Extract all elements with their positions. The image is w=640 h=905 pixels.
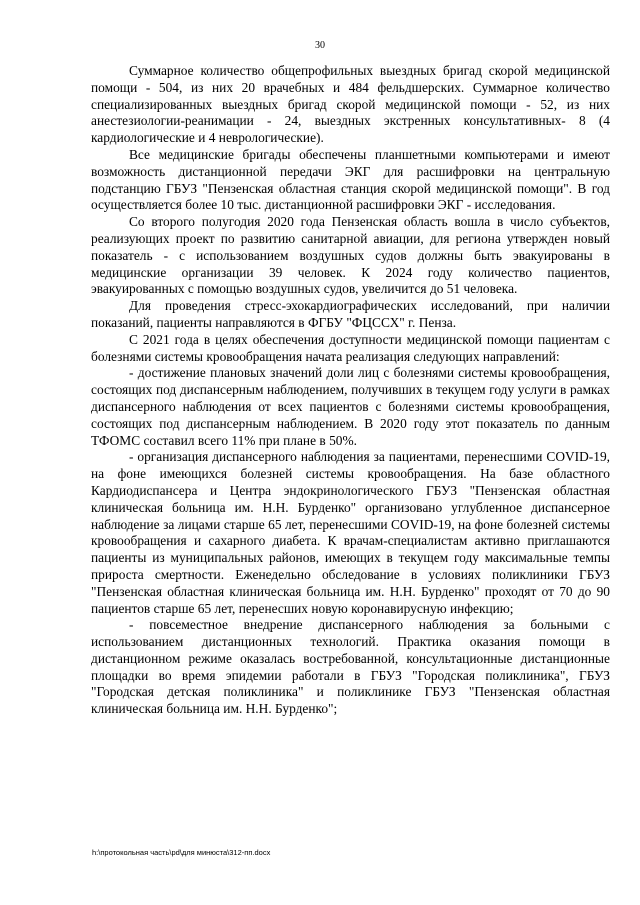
paragraph-stress-echo: Для проведения стресс-эхокардиографических исследований, при наличии показаний, пациенты направляются в ФГБУ "ФЦССХ" г. Пенза. — [91, 298, 610, 330]
paragraph-tablets-ecg: Все медицинские бригады обеспечены планшетными компьютерами и имеют возможность дистанционной передачи ЭКГ для расшифровки на центральную подстанцию ГБУЗ "Пензенская областная станция скорой медицинской помощи". В год осуществляется более 10 тыс. дистанционной расшифровки ЭКГ - исследования. — [91, 146, 610, 213]
paragraph-brigades-count: Суммарное количество общепрофильных выездных бригад скорой медицинской помощи - 504, из них 20 врачебных и 484 фельдшерских. Суммарное количество специализированных выездных бригад скорой медицинской помощи - 52, из них анестезиологии-реанимации - 24, выездных экстренных консультативных- 8 (4 кардиологические и 4 неврологические). — [91, 63, 610, 146]
list-item-remote-observation: - повсеместное внедрение диспансерного наблюдения за больными с использованием дистанционных технологий. Практика оказания помощи в дистанционном режиме оказалась востребованной, консультационные дистанционные площадки во время эпидемии работали в ГБУЗ "Городская поликлиника", ГБУЗ "Городская детская поликлиника" и поликлинике ГБУЗ "Пензенская областная клиническая больница им. Н.Н. Бурденко"; — [91, 617, 610, 717]
list-item-dispensary-share: - достижение плановых значений доли лиц с болезнями системы кровообращения, состоящих под диспансерным наблюдением, получивших в текущем году услуги в рамках диспансерного наблюдения от всех пациентов с болезнями системы кровообращения, состоящих под диспансерным наблюдением. В 2020 году этот показатель по данным ТФОМС составил всего 11% при плане в 50%. — [91, 365, 610, 448]
list-item-covid-observation: - организация диспансерного наблюдения за пациентами, перенесшими COVID-19, на фоне имеющихся болезней системы кровообращения. На базе областного Кардиодиспансера и Центра эндокринологического ГБУЗ "Пензенская областная клиническая больница им. Н.Н. Бурденко" организовано углубленное диспансерное наблюдение за лицами старше 65 лет, перенесшими COVID-19, на фоне болезней системы кровообращения и сахарного диабета. К врачам-специалистам активно приглашаются пациенты из муниципальных районов, имеющих в текущем году максимальные темпы прироста смертности. Еженедельно обследование в условиях поликлиники ГБУЗ "Пензенская областная клиническая больница им. Н.Н. Бурденко" проходят от 70 до 90 пациентов старше 65 лет, перенесших новую коронавирусную инфекцию; — [91, 449, 610, 616]
paragraph-directions-intro: С 2021 года в целях обеспечения доступности медицинской помощи пациентам с болезнями системы кровообращения начата реализация следующих направлений: — [91, 331, 610, 364]
document-body — [91, 63, 610, 718]
page-number: 30 — [315, 40, 325, 51]
paragraph-sanitary-aviation: Со второго полугодия 2020 года Пензенская область вошла в число субъектов, реализующих проект по развитию санитарной авиации, для региона утвержден новый показатель - с использованием воздушных судов должны быть эвакуированы в медицинские организации 39 человек. К 2024 году количество пациентов, эвакуированных с помощью воздушных судов, увеличится до 51 человека. — [91, 214, 610, 297]
footer-file-path: h:\протокольная часть\pd\для минюста\312-пп.docx — [92, 848, 271, 857]
